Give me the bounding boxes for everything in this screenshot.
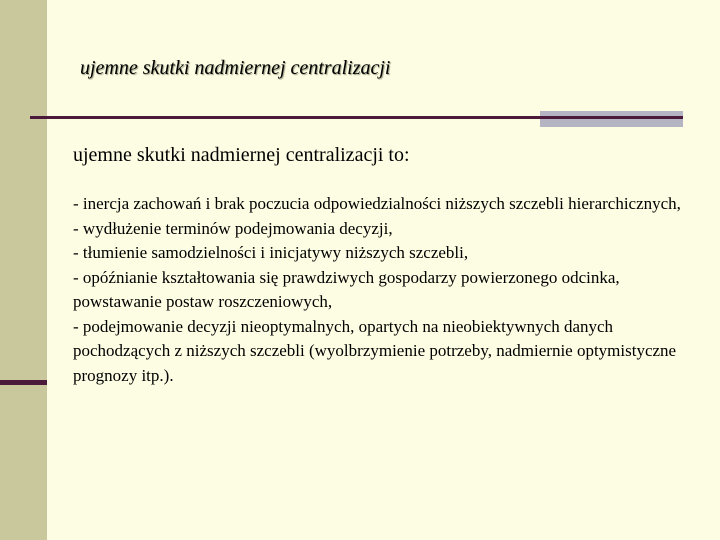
left-accent-line — [0, 380, 47, 385]
list-item: - tłumienie samodzielności i inicjatywy niższych szczebli, — [73, 243, 469, 262]
list-item: - wydłużenie terminów podejmowania decyzji, — [73, 218, 393, 238]
intro-text: ujemne skutki nadmiernej centralizacji to: — [73, 144, 410, 166]
slide-title: ujemne skutki nadmiernej centralizacji — [80, 57, 391, 79]
title-divider — [30, 116, 540, 119]
list-item: - opóźnianie kształtowania się prawdziwych gospodarzy powierzonego odcinka, powstawanie postaw roszczeniowych, — [73, 267, 620, 311]
left-decorative-bar — [0, 0, 47, 540]
list-item: - podejmowanie decyzji nieoptymalnych, opartych na nieobiektywnych danych pochodzących z niższych szczebli (wyolbrzymienie potrzeby, nadmiernie optymistyczne prognozy itp.). — [73, 316, 677, 385]
title-divider-accent — [540, 111, 683, 127]
list-item: - inercja zachowań i brak poczucia odpowiedzialności niższych szczebli hierarchicznych, — [73, 194, 681, 213]
slide-content — [73, 142, 693, 388]
